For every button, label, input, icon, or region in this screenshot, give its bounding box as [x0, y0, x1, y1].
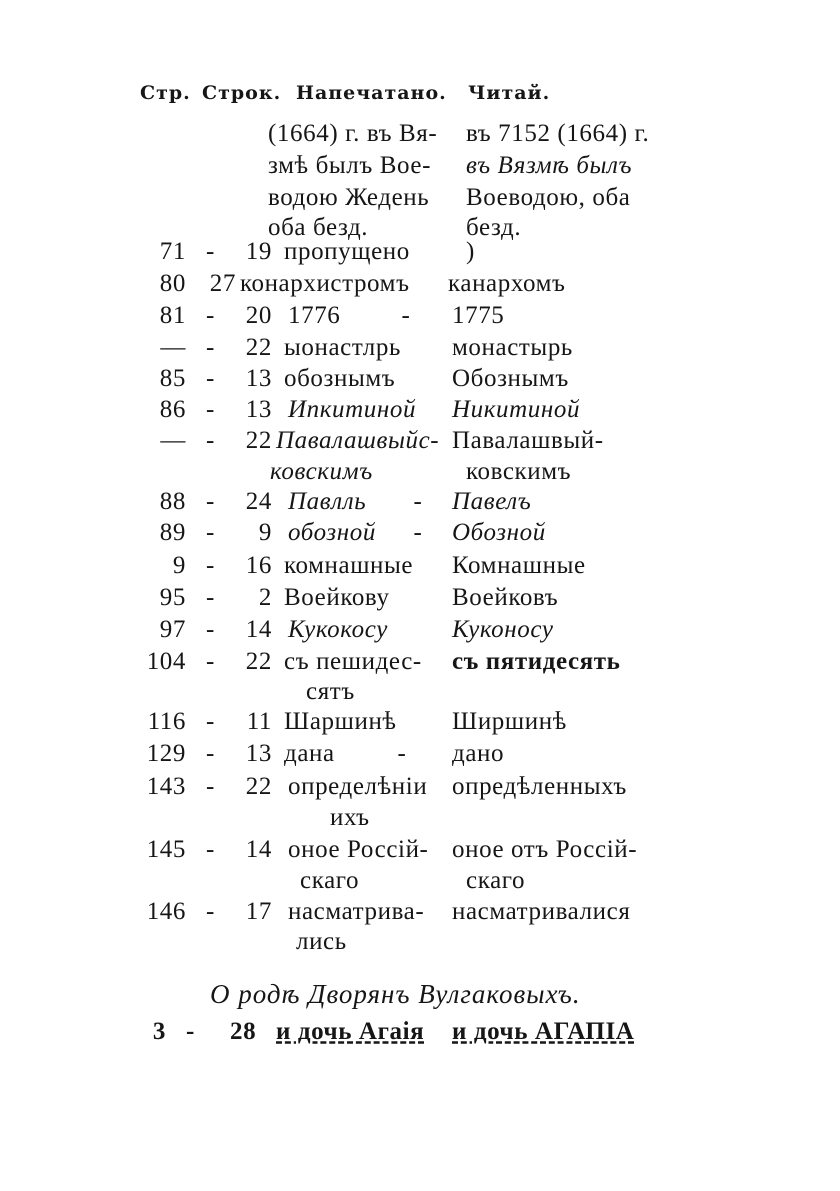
- header-printed: Напечатано.: [296, 82, 447, 104]
- row-printed: Ипкитиной: [288, 396, 417, 423]
- row-line: 17: [245, 898, 272, 925]
- row-line: 13: [245, 396, 272, 423]
- row-line: 22: [245, 427, 272, 454]
- row-dash: -: [413, 488, 423, 515]
- row-read: Воейковъ: [452, 584, 559, 611]
- row-sep: -: [206, 488, 215, 515]
- row-sep: -: [206, 773, 215, 800]
- row-page: 95: [159, 584, 186, 611]
- row-sep: -: [206, 740, 215, 767]
- row-printed: сятъ: [306, 678, 355, 705]
- row-printed: комнашные: [284, 552, 414, 579]
- row-read: 1775: [452, 302, 505, 329]
- row-page: 97: [159, 616, 186, 643]
- row-read: Павалашвый-: [452, 427, 604, 454]
- row-sep: -: [206, 365, 215, 392]
- row-page: 143: [146, 773, 186, 800]
- row-page: 9: [172, 552, 186, 579]
- row-read: ковскимъ: [466, 458, 572, 485]
- row-line: 20: [245, 302, 272, 329]
- row-printed: ковскимъ: [270, 458, 373, 485]
- row-printed: дана: [284, 740, 335, 767]
- row-line: 22: [245, 773, 272, 800]
- row-read: ): [466, 238, 475, 265]
- row-read: оное отъ Россій-: [452, 836, 638, 863]
- row-read: Обозной: [452, 519, 546, 546]
- row-sep: -: [206, 836, 215, 863]
- last-row-page: 3: [152, 1018, 166, 1045]
- row-page: 104: [146, 648, 186, 675]
- cont-printed: (1664) г. въ Вя-: [268, 120, 438, 147]
- row-printed: Павлль: [288, 488, 367, 515]
- row-sep: -: [206, 898, 215, 925]
- row-sep: -: [206, 584, 215, 611]
- row-read: дано: [452, 740, 505, 767]
- row-page: 129: [146, 740, 186, 767]
- row-printed: оное Россій-: [288, 836, 429, 863]
- row-printed: Кукокосу: [288, 616, 388, 643]
- row-line: 9: [258, 519, 272, 546]
- row-printed: съ пешидес-: [284, 648, 422, 675]
- cont-read: безд.: [466, 214, 522, 241]
- last-row-sep: -: [186, 1018, 195, 1045]
- row-line: 2: [258, 584, 272, 611]
- row-printed: скаго: [300, 867, 360, 894]
- header-line: Строк.: [202, 82, 282, 104]
- row-page: 81: [159, 302, 186, 329]
- header-page: Стр.: [140, 82, 191, 104]
- row-printed: 1776: [288, 302, 341, 329]
- row-sep: -: [206, 648, 215, 675]
- row-sep: -: [206, 616, 215, 643]
- row-read: Павелъ: [452, 488, 532, 515]
- row-sep: -: [206, 427, 215, 454]
- row-read: Комнашные: [452, 552, 586, 579]
- row-read: скаго: [466, 867, 526, 894]
- row-dash: -: [401, 302, 411, 329]
- row-page: 80: [159, 270, 186, 297]
- row-printed: обознымъ: [284, 365, 396, 392]
- row-printed: пропущено: [284, 238, 410, 265]
- row-page: 86: [159, 396, 186, 423]
- row-line: 13: [245, 365, 272, 392]
- row-read: канархомъ: [448, 270, 566, 297]
- row-sep: -: [206, 302, 215, 329]
- row-printed: Воейкову: [284, 584, 390, 611]
- row-page: 89: [159, 519, 186, 546]
- row-page: 116: [147, 708, 186, 735]
- row-line: 22: [245, 334, 272, 361]
- row-line: 24: [245, 488, 272, 515]
- row-line: 27: [209, 270, 236, 297]
- row-read: Куконосу: [452, 616, 554, 643]
- row-printed: ыонастлрь: [284, 334, 401, 361]
- row-read: монастырь: [452, 334, 573, 361]
- cont-printed: водою Жедень: [268, 184, 430, 211]
- row-read: Ширшинѣ: [452, 708, 567, 735]
- row-sep: -: [206, 552, 215, 579]
- last-row-line: 28: [230, 1018, 257, 1045]
- row-printed: насматрива-: [288, 898, 425, 925]
- row-line: 22: [245, 648, 272, 675]
- row-page: 146: [146, 898, 186, 925]
- row-page: —: [160, 334, 186, 361]
- row-read: опредѣленныхъ: [452, 773, 627, 800]
- row-printed: лись: [296, 928, 347, 955]
- cont-printed: оба безд.: [268, 214, 369, 241]
- row-line: 14: [245, 836, 272, 863]
- row-sep: -: [206, 334, 215, 361]
- row-page: 88: [159, 488, 186, 515]
- row-line: 16: [245, 552, 272, 579]
- row-printed: Павалашвыйс-: [276, 427, 440, 454]
- row-line: 13: [245, 740, 272, 767]
- row-sep: -: [206, 519, 215, 546]
- row-line: 14: [245, 616, 272, 643]
- row-printed: обозной: [288, 519, 376, 546]
- row-read: Обознымъ: [452, 365, 569, 392]
- row-page: 85: [159, 365, 186, 392]
- row-read: съ пятидесять: [452, 648, 621, 675]
- row-sep: -: [206, 238, 215, 265]
- row-sep: -: [206, 396, 215, 423]
- cont-printed: змѣ былъ Вое-: [268, 152, 432, 179]
- cont-read: въ Вязмѣ былъ: [466, 152, 633, 179]
- row-printed: ихъ: [330, 804, 370, 831]
- row-printed: Шаршинѣ: [284, 708, 397, 735]
- row-printed: определѣніи: [288, 773, 428, 800]
- row-page: 71: [159, 238, 186, 265]
- last-row-read: и дочь АГАПІА: [452, 1018, 635, 1045]
- row-read: Никитиной: [452, 396, 581, 423]
- row-line: 11: [246, 708, 272, 735]
- row-printed: конархистромъ: [240, 270, 410, 297]
- row-dash: -: [397, 740, 407, 767]
- row-sep: -: [206, 708, 215, 735]
- row-line: 19: [245, 238, 272, 265]
- section-title: О родѣ Дворянъ Вулгаковыхъ.: [210, 979, 581, 1009]
- row-dash: -: [413, 519, 423, 546]
- row-read: насматривалися: [452, 898, 631, 925]
- header-read: Читай.: [468, 82, 551, 104]
- cont-read: Воеводою, оба: [466, 184, 631, 211]
- last-row-printed: и дочь Агаія: [276, 1018, 425, 1045]
- row-page: 145: [146, 836, 186, 863]
- row-page: —: [160, 427, 186, 454]
- cont-read: въ 7152 (1664) г.: [466, 120, 650, 147]
